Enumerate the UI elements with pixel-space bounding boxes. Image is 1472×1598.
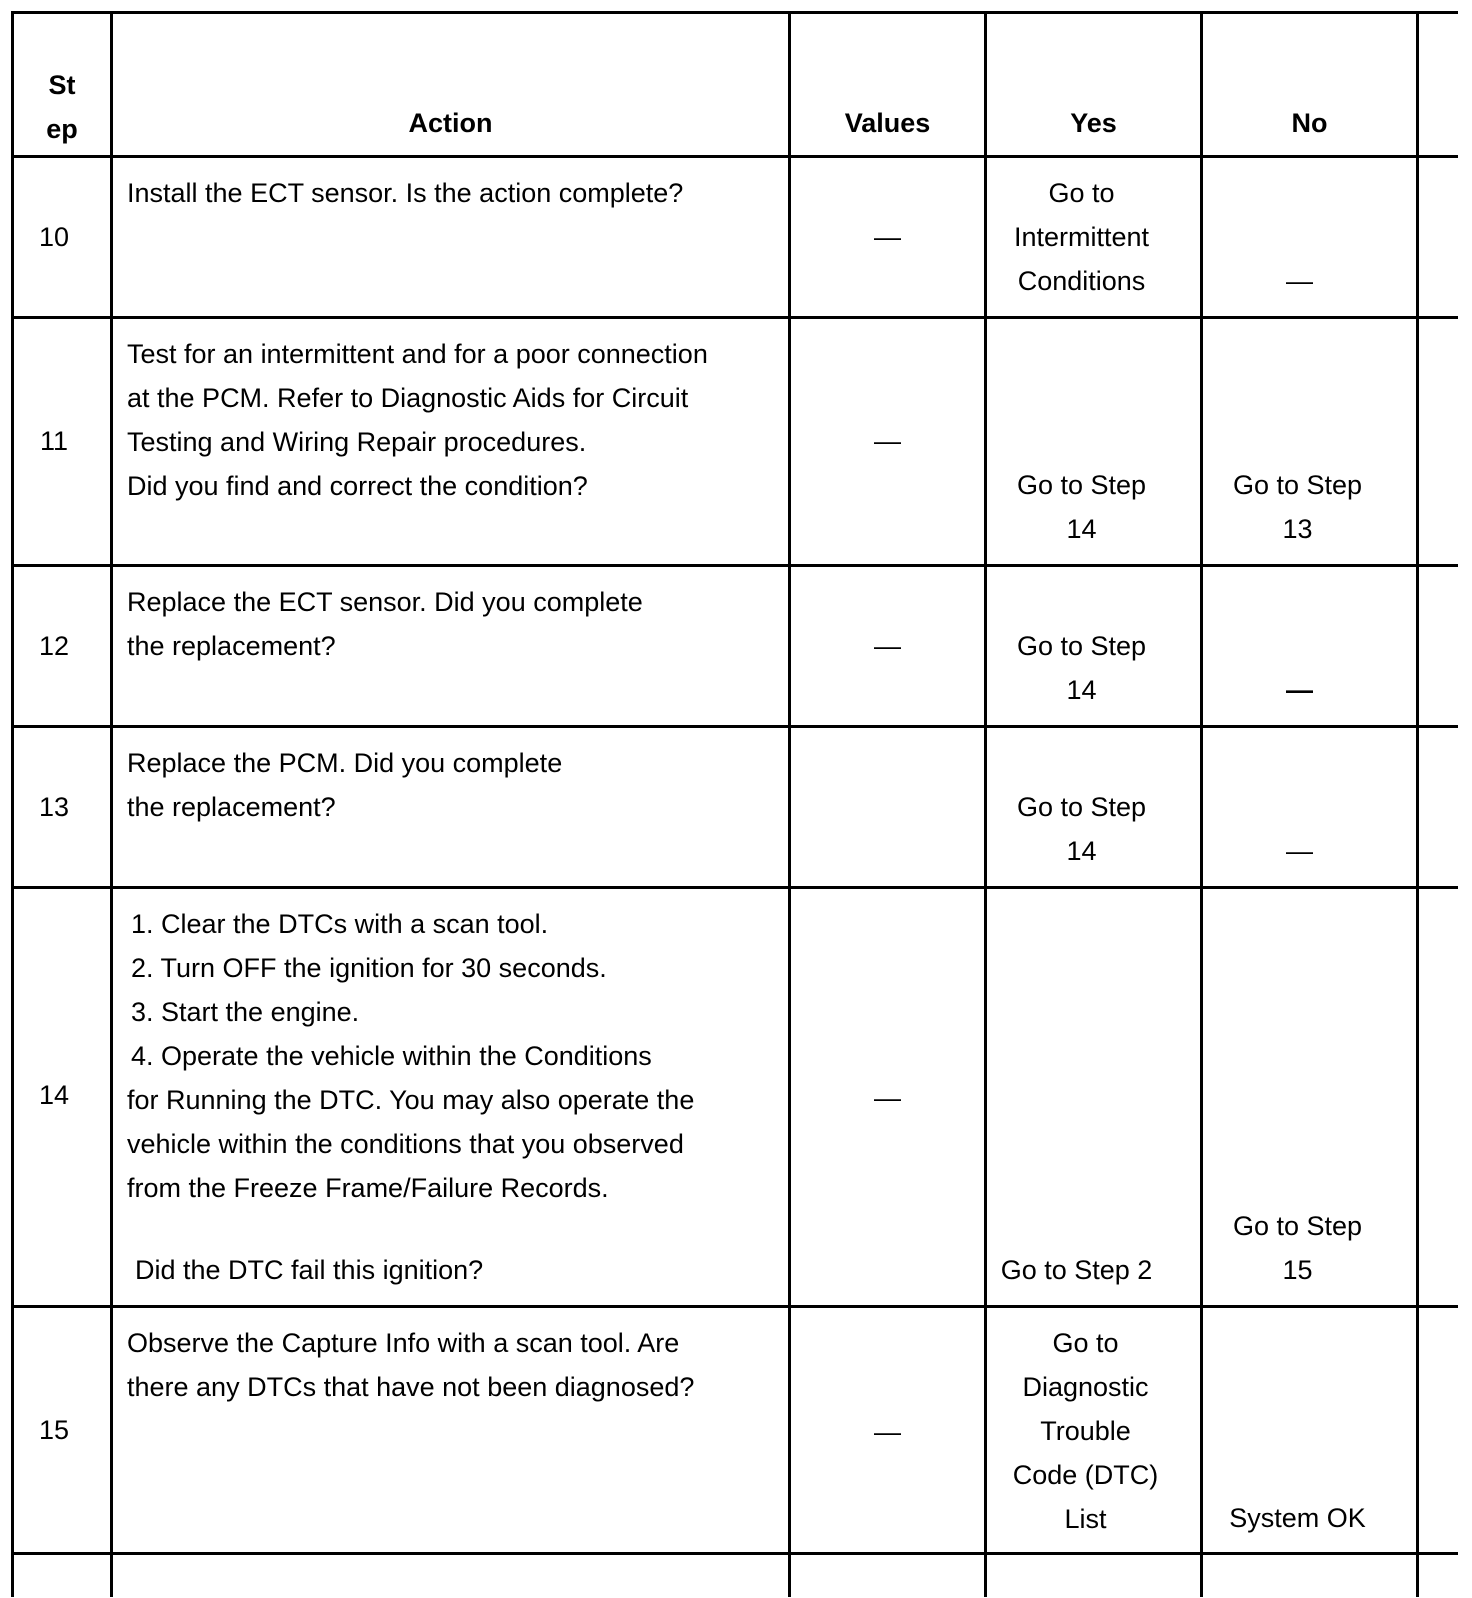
yes-cell: Go to Step 2 (1000, 1255, 1153, 1285)
action-text: 1. Clear the DTCs with a scan tool. 2. Turn OFF the ignition for 30 seconds. 3. Start the engine. 4. Operate the vehicle within the Conditions for Running the DTC. You may also operate the vehicle within the conditions that you observed from the Freeze Frame/Failure Records. (127, 902, 694, 1210)
values-cell: — (874, 426, 901, 456)
yes-cell: Go to Step 14 (1016, 470, 1147, 544)
header-no: No (1291, 108, 1328, 138)
yes-cell: Go to Diagnostic Trouble Code (DTC) List (1012, 1328, 1159, 1534)
no-cell: System OK (1229, 1503, 1366, 1533)
yes-cell: Go to Step 14 (1016, 792, 1147, 866)
yes-cell: Go to Step 14 (1016, 631, 1147, 705)
grid-line (11, 316, 1458, 319)
grid-line (11, 886, 1458, 889)
grid-line (11, 1552, 1458, 1555)
action-question: Did the DTC fail this ignition? (135, 1255, 484, 1285)
header-step: St ep (46, 70, 78, 144)
grid-line (11, 11, 1458, 14)
step-number: 12 (38, 631, 70, 661)
header-action: Action (408, 108, 493, 138)
values-cell: — (874, 1083, 901, 1113)
grid-line (11, 1305, 1458, 1308)
header-values: Values (844, 108, 931, 138)
action-step-4: 4. Operate the vehicle within the Conditions (131, 1041, 652, 1071)
no-cell: — (1286, 675, 1313, 705)
values-cell: — (874, 222, 901, 252)
grid-line (11, 564, 1458, 567)
action-step-1: 1. Clear the DTCs with a scan tool. (131, 909, 549, 939)
action-text: Install the ECT sensor. Is the action complete? (127, 178, 684, 208)
action-step-3: 3. Start the engine. (131, 997, 360, 1027)
step-number: 11 (39, 426, 69, 456)
step-number: 14 (38, 1080, 70, 1110)
step-number: 10 (38, 222, 70, 252)
action-text: Replace the PCM. Did you complete the replacement? (127, 748, 563, 822)
header-yes: Yes (1070, 108, 1117, 138)
no-cell: Go to Step 13 (1232, 470, 1363, 544)
values-cell: — (874, 1417, 901, 1447)
no-cell: — (1286, 836, 1313, 866)
grid-line (11, 725, 1458, 728)
no-cell: Go to Step 15 (1232, 1211, 1363, 1285)
grid-line (11, 155, 1458, 158)
grid-line (1416, 11, 1419, 1597)
grid-line (110, 11, 113, 1597)
action-text: Observe the Capture Info with a scan tool. Are there any DTCs that have not been diagnosed? (127, 1328, 695, 1402)
step-number: 13 (38, 792, 70, 822)
action-step-2: 2. Turn OFF the ignition for 30 seconds. (131, 953, 607, 983)
step-number: 15 (38, 1415, 70, 1445)
action-text: Replace the ECT sensor. Did you complete the replacement? (127, 587, 643, 661)
no-cell: — (1286, 266, 1313, 296)
grid-line (1200, 11, 1203, 1597)
values-cell: — (874, 631, 901, 661)
action-text: Test for an intermittent and for a poor connection at the PCM. Refer to Diagnostic Aids for Circuit Testing and Wiring Repair procedures. Did you find and correct the condition? (127, 339, 708, 501)
yes-cell: Go to Intermittent Conditions (1013, 178, 1150, 296)
